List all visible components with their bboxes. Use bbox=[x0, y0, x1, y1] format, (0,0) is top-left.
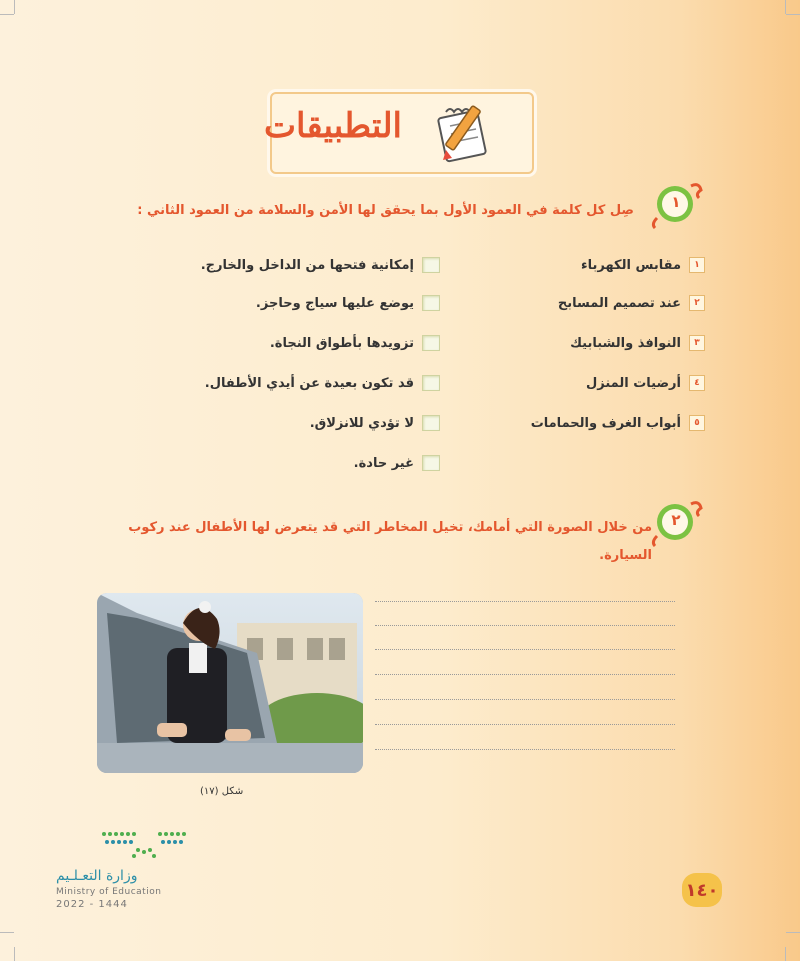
item-number: ١ bbox=[689, 257, 705, 273]
item-label: غير حادة. bbox=[353, 455, 414, 471]
page-title: التطبيقات bbox=[263, 106, 402, 146]
column1-item bbox=[531, 415, 705, 431]
question-2-text-line2: السيارة. bbox=[599, 548, 652, 563]
column2-item bbox=[310, 415, 440, 431]
item-label: يوضع عليها سياج وحاجز. bbox=[255, 295, 414, 311]
column2-item bbox=[270, 335, 440, 351]
item-label: أرضيات المنزل bbox=[585, 375, 681, 391]
item-number: ٥ bbox=[689, 415, 705, 431]
figure-caption: شكل (١٧) bbox=[200, 786, 244, 797]
answer-box[interactable] bbox=[422, 415, 440, 431]
answer-box[interactable] bbox=[422, 295, 440, 311]
item-number: ٣ bbox=[689, 335, 705, 351]
question-number: ١ bbox=[671, 193, 681, 211]
section-title-box bbox=[263, 92, 534, 174]
item-label: لا تؤدي للانزلاق. bbox=[309, 415, 414, 431]
column1-item bbox=[570, 335, 705, 351]
item-label: تزويدها بأطواق النجاة. bbox=[269, 335, 414, 351]
answer-line[interactable] bbox=[375, 601, 675, 602]
answer-line[interactable] bbox=[375, 625, 675, 626]
crop-mark bbox=[786, 14, 800, 29]
column2-item bbox=[354, 455, 440, 471]
answer-line[interactable] bbox=[375, 699, 675, 700]
crop-mark bbox=[785, 947, 786, 961]
answer-line[interactable] bbox=[375, 649, 675, 650]
page-number: ١٤٠ bbox=[682, 873, 722, 907]
item-label: إمكانية فتحها من الداخل والخارج. bbox=[200, 257, 414, 273]
ministry-logo-icon bbox=[98, 828, 192, 860]
notepad-pencil-icon bbox=[432, 100, 494, 166]
answer-box[interactable] bbox=[422, 257, 440, 273]
item-label: قد تكون بعيدة عن أيدي الأطفال. bbox=[204, 375, 414, 391]
answer-box[interactable] bbox=[422, 335, 440, 351]
crop-mark bbox=[786, 932, 800, 947]
ministry-name-ar: وزارة التعـلـيم bbox=[56, 868, 138, 884]
crop-mark bbox=[0, 14, 14, 29]
column1-item bbox=[581, 257, 705, 273]
item-number: ٢ bbox=[689, 295, 705, 311]
item-label: عند تصميم المسابح bbox=[557, 295, 681, 311]
answer-box[interactable] bbox=[422, 455, 440, 471]
crop-mark bbox=[0, 932, 14, 947]
crop-mark bbox=[14, 947, 15, 961]
column1-item bbox=[558, 295, 705, 311]
edition-year: 2022 - 1444 bbox=[56, 899, 128, 910]
question-number: ٢ bbox=[671, 511, 681, 529]
answer-line[interactable] bbox=[375, 749, 675, 750]
item-label: النوافذ والشبابيك bbox=[570, 335, 681, 351]
column2-item bbox=[256, 295, 440, 311]
item-label: أبواب الغرف والحمامات bbox=[530, 415, 681, 431]
column1-item bbox=[586, 375, 705, 391]
crop-mark bbox=[14, 0, 15, 14]
child-car-window-image bbox=[97, 593, 363, 773]
question-1-text: صِل كل كلمة في العمود الأول بما يحقق لها الأمن والسلامة من العمود الثاني : bbox=[137, 203, 634, 218]
column2-item bbox=[205, 375, 440, 391]
column2-item bbox=[201, 257, 440, 273]
car-window-photo bbox=[97, 593, 363, 773]
item-label: مقابس الكهرباء bbox=[580, 257, 681, 273]
answer-line[interactable] bbox=[375, 724, 675, 725]
answer-box[interactable] bbox=[422, 375, 440, 391]
crop-mark bbox=[785, 0, 786, 14]
question-2-text-line1: من خلال الصورة التي أمامك، تخيل المخاطر التي قد يتعرض لها الأطفال عند ركوب bbox=[128, 520, 652, 535]
answer-line[interactable] bbox=[375, 674, 675, 675]
item-number: ٤ bbox=[689, 375, 705, 391]
ministry-name-en: Ministry of Education bbox=[56, 887, 162, 897]
